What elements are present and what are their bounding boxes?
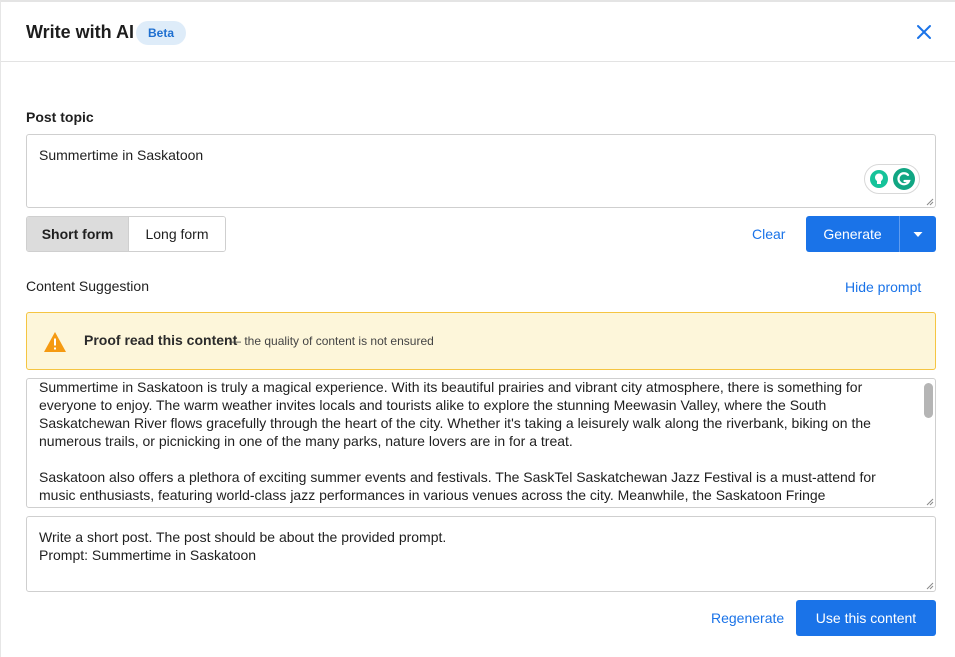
short-form-option[interactable]: Short form — [27, 217, 129, 251]
close-icon — [913, 21, 935, 43]
use-this-content-button[interactable]: Use this content — [796, 600, 936, 636]
post-topic-label: Post topic — [26, 109, 94, 125]
content-suggestion-label: Content Suggestion — [26, 278, 149, 294]
long-form-option[interactable]: Long form — [129, 217, 225, 251]
grammarly-icon — [893, 168, 915, 190]
content-paragraph: Summertime in Saskatoon is truly a magical experience. With its beautiful prairies and vibrant city atmosphere, there is something for everyone to enjoy. The warm weather invites locals and tourists alike to explore the stunning Meewasin Valley, where the South Saskatchewan River flows gracefully through the heart of the city. Whether it's taking a leisurely walk along the riverbank, biking on the numerous trails, or picnicking in one of the many parks, nature lovers are in for a treat. — [39, 379, 871, 449]
grammarly-widget[interactable] — [864, 164, 920, 194]
resize-handle-icon[interactable] — [926, 582, 934, 590]
prompt-textarea[interactable] — [26, 516, 936, 592]
clear-button[interactable]: Clear — [752, 226, 786, 242]
close-button[interactable] — [913, 21, 935, 43]
resize-handle-icon[interactable] — [926, 198, 934, 206]
post-topic-input[interactable] — [26, 134, 936, 208]
generate-split-button — [806, 216, 936, 252]
generated-content-textarea[interactable] — [26, 378, 936, 508]
hide-prompt-link[interactable]: Hide prompt — [845, 279, 922, 295]
warning-subtext: — the quality of content is not ensured — [229, 334, 434, 348]
content-paragraph: Saskatoon also offers a plethora of exciting summer events and festivals. The SaskTel Saskatchewan Jazz Festival is a must-attend for music enthusiasts, featuring world-class jazz performances in various venues across the city. Meanwhile, the Saskatoon Fringe — [39, 469, 876, 503]
resize-handle-icon[interactable] — [926, 498, 934, 506]
regenerate-button[interactable]: Regenerate — [711, 610, 785, 626]
form-length-toggle — [26, 216, 226, 252]
prompt-text: Write a short post. The post should be about the provided prompt. Prompt: Summertime in Saskatoon — [39, 529, 447, 563]
warning-icon — [43, 331, 67, 353]
generated-content-text — [39, 378, 911, 508]
modal-header — [1, 2, 955, 62]
generate-button[interactable]: Generate — [823, 226, 882, 242]
post-topic-value: Summertime in Saskatoon — [39, 147, 204, 163]
generate-options-button[interactable] — [900, 216, 936, 252]
content-scrollbar[interactable] — [924, 383, 933, 418]
modal-title: Write with AI — [26, 22, 134, 42]
beta-badge: Beta — [136, 21, 186, 45]
proofread-warning-banner — [26, 312, 936, 370]
warning-title: Proof read this content — [84, 332, 238, 348]
lightbulb-icon — [870, 170, 888, 188]
caret-down-icon — [900, 216, 936, 252]
